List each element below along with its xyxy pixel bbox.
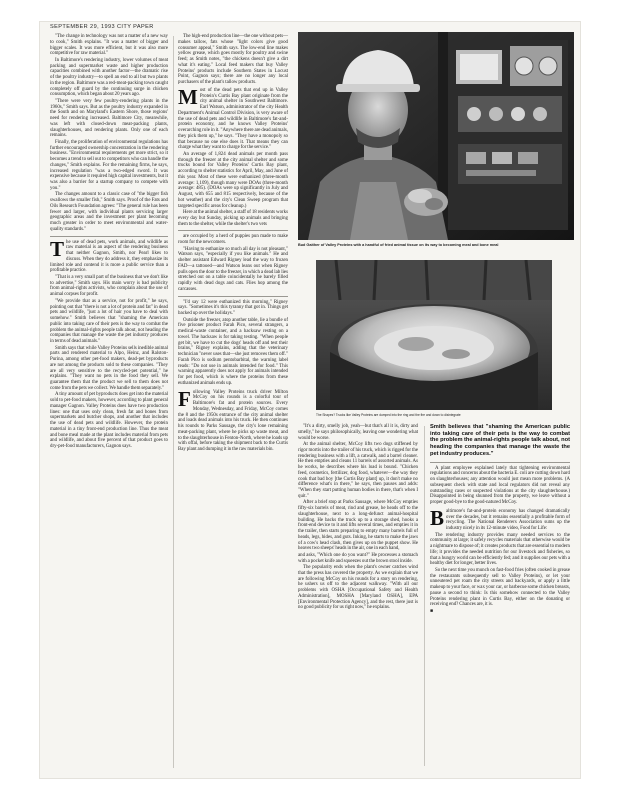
article-paragraph: Finally, the proliferation of environmental regulations has further encouraged ownership concentration in the rendering business. "Environmental requirements get more strict, so it becomes a trend to sell out to competitors who can handle the changes," Smith explains. For the remaining firms, he says, increased regulation "was a two-edged sword. It was expensive because it required high capital investments, but it was also a barrier for a startup company to compete with you.": [50, 139, 168, 191]
article-paragraph: The popularity ends when the plant's owner catches wind that the press has covered the property. As we explain that we are following McCoy on his rounds for a story on rendering, he ushers us off to the adjacent walkway. "With all our problems with OSHA [Occupational Safety and Health Administration], MOSHA [Maryland OSHA], EPA [Environmental Protection Agency], and the rest, there just is no good publicity for us right now," he explains.: [298, 565, 418, 611]
section-divider: [430, 462, 570, 463]
column-separator: [424, 426, 425, 766]
article-paragraph: Smith says that while Valley Proteins sells inedible animal parts and rendered material to Alpo, Heinz, and Ralston-Purina, among other pet-food makers, dead-pet byproducts are not among the products sold to these companies. "They are all very sensitive to the recycled-pet potential," he explains. "They want no pets in the food they sell. We guarantee them that the product we sell to them does not come from the pets we collect. We handle them separately.": [50, 345, 168, 391]
rendering-vat-image: [316, 260, 552, 410]
column-1-dropcap-text: [50, 236, 168, 450]
article-paragraph: So the next time you munch on fast-food fries (often cooked in grease the restaurants subsequently sell to Valley Proteins), or let your unneutered pet roam the city streets and backyards, or apply a little makeup to your face, or wax your car, or barbecue some chicken breasts, pause a second to think: Is this somehow connected to the Valley Proteins rendering plant in Curtis Bay, either on the donating or receiving end? Chances are, it is.: [430, 567, 570, 608]
bottom-photo-caption: The Shapes? Trucks like Valley Proteins are dumped into the ring and the fire and down to disintegrate: [316, 413, 461, 417]
column-separator: [173, 36, 174, 768]
column-2-second-dropcap-text: [178, 386, 288, 453]
dropcap-letter: T: [50, 236, 65, 261]
dropcap-letter: B: [430, 505, 445, 530]
article-paragraph: he use of dead pets, work animals, and wildlife as raw material is an aspect of the rendering business that neither Gagnon, Smith, nor Pearl likes to discuss. When they do address it, they emphasize its limited role and contend it is more a public service than a profitable practice.: [50, 239, 168, 274]
article-paragraph: "Having to euthanize so much all day is not pleasant," Watson says, "especially if you like animals." He and shelter assistant Edward Rigney lead the way to frozen FAD—a tattooed—and Watson leans out when Rigney pulls open the door to the freezer, in which a dead lab lies stretched out on a table coincidentally he barely filled rapidly with dead dogs and cats. Flies hop among the carcasses.: [178, 246, 288, 292]
article-paragraph: In Baltimore's rendering industry, lower volumes of meat packing and supermarket waste and higher production capacities combined with another factor—the dramatic rise of the poultry industry—to spell an end to all but two plants in the region. Baltimore was a red-meat-packing town caught completely off guard by the continuing surge in chicken consumption, which began about 20 years ago.: [50, 57, 168, 98]
article-paragraph: Outside the freezer, atop another table, lie a bundle of five prisoner product Farah Pico, several strangers, a medical-waste container, and a hacksaw resting on a towel. The hacksaw is for taking testing. "When people get bit, we have to cut the dogs' heads off and test their brains," Rigney explains, adding that the veterinary technician "never uses that—she just removes them off." Farah Pico is sodium pentobarbital, the warning label reads: "Do not use in animals intended for food." This warning apparently does not apply for animals intended for pet food, which is where the proteins from these euthanized animals ends up.: [178, 317, 288, 386]
section-divider: [50, 236, 168, 237]
article-paragraph: Here at the animal shelter, a staff of 18 residents works every day but Sunday, picking up animals and bringing them to the shelter, while the shelter's two vets: [178, 210, 288, 227]
column-3-text: [298, 424, 418, 552]
column-3-continued-text: [298, 553, 418, 611]
article-paragraph: A tiny amount of pet byproducts does get into the material sold to pet-food makers, however, according to plant general manager Gagnon. Valley Proteins does have two production lines: one that uses only clean, fresh fat and bones from supermarkets and butcher shops, and another that includes the use of dead pets and wildlife. However, the protein material in a tiny front-end production line. Thus the meat and bone meal made at the plant includes material from pets and wildlife, and about five percent of that product goes to dry-pet-food manufacturers, Gagnon says.: [50, 392, 168, 450]
article-paragraph: ollowing Valley Proteins truck driver Milton McCoy on his rounds is a colorful tour of Baltimore's fat and protein sources. Every Monday, Wednesday, and Friday, McCoy comes the 8 and the 1950s entrance of the city animal shelter and loads dead animals into his truck. He then continues his rounds to Parks Sausage, the city's lone remaining meat-packing plant, where he picks up waste meat, and to the slaughterhouse in Fenton-North, where he loads up with offal, before taking the shipment back to the Curtis Bay plant and dumping it in the raw materials bin.: [178, 389, 288, 453]
dropcap-letter: F: [178, 386, 191, 411]
article-column-3: [298, 424, 418, 770]
column-4-dropcap-section: [430, 505, 570, 615]
section-divider: [178, 296, 288, 297]
article-column-4: [430, 424, 570, 770]
article-paragraph: "I'd say 12 were euthanized this morning," Rigney says. "Sometimes it's this tyranny that got in. Things get backed up over the holidays.": [178, 299, 288, 317]
article-paragraph: "It's a dirty, smelly job, yeah—but that's all it is, dirty and smelly," he says philosophically, leaving one wondering what would be worse.: [298, 424, 418, 441]
column-4-dropcap-text: [430, 505, 570, 608]
article-paragraph: A plant employee explained lately that tightening environmental regulations and concerns about the bacteria E. coli are cutting down hard on slaughterhouses; any attention would just mean more problems. (A subsequent check with state and local regulators did not reveal any outstanding cases or suspected violations at the city slaughterhouse.) Disappointed in being shunned from the property, we leave without a proper good-bye to the good-natured McCoy.: [430, 465, 570, 506]
end-of-story-mark: ■: [430, 608, 434, 614]
section-divider: [178, 230, 288, 231]
column-4-text: [430, 466, 570, 506]
article-paragraph: "The change in technology was not a matter of a new way to cook," Smith explains. "It was a matter of bigger and bigger scales. It was more efficient, but it was also more competitive for raw material.": [50, 34, 168, 57]
pull-quote: Smith believes that "shaming the American public into taking care of their pets is the way to combat the problem the animal-rights people talk about, not heading the companies that manage the waste the pet industry produces.": [430, 424, 570, 457]
article-paragraph: An average of 1,824 dead animals per month pass through the freezer at the city animal shelter and some trucks bound for Valley Proteins' Curtis Bay plant, according to shelter statistics for April, May, and June of this year. Most of these were euthanized (three-month average: 1,109), though many were DOAs (three-month average: 485). (DOAs were up significantly in July and August, with 655 and 815 respectively, because of the hot weather) and the city's Clean Sweep program that targeted specific areas for cleanup.): [178, 151, 288, 209]
column-2-quote-text: [178, 300, 288, 387]
column-1-intro-text: [50, 34, 168, 233]
article-paragraph: ost of the dead pets that end up in Valley Protein's Curtis Bay plant originate from the city animal shelter in Southwest Baltimore. Earl Watson, administrator of the city Health Department's Animal Control Division, is very aware of the use of dead pets and wildlife in Baltimore's fat-and-protein economy, and he knows Valley Proteins' overarching role in it. "Anywhere there are dead animals, they pick them up," he says. "They have a monopoly so that because no one else does it. That means they can charge what they want to charge for the service.": [178, 87, 288, 151]
article-paragraph: are occupied by a herd of puppies pun made to make room for the newcomers.: [178, 234, 288, 246]
column-1-dropcap-section: [50, 236, 168, 450]
article-paragraph: After a brief stop at Parks Sausage, where McCoy empties fifty-six barrels of meat, rind and grease, he heads off to the slaughterhouse, next to a long-defunct animal-hospital building. He backs the truck up to a storage shed, hooks a front-end device to it and lifts several times, and empties it in the trailer, then starts preparing to empty many barrels full of heads, legs, hides, and guts. Inking, he starts to make the jaws of a cow's head clash, then gives up on the puppet show. He heaves two sheeps' heads in the air, one in each hand,: [298, 500, 418, 552]
page-header-dateline: SEPTEMBER 29, 1993 CITY PAPER: [50, 24, 154, 30]
top-photo-caption: Bud Gaither of Valley Proteins with a handful of fried animal tissue on its way to becoming meal and bone meal: [298, 243, 499, 247]
article-paragraph: and asks, "Which one do you want?" He processes a stomach with a pocket knife and squeezes out the brown stool inside.: [298, 552, 418, 564]
worker-portrait-photo: [298, 32, 574, 240]
article-paragraph: "That is a very small part of the business that we don't like to advertise," Smith says. His main worry is bad publicity from animal-rights activists, who complain about the use of animal corpses for profit.: [50, 274, 168, 298]
article-paragraph: At the animal shelter, McCoy lifts two dogs stiffened by rigor mortis into the trailer of his truck, which is rigged for the rendering business with a lift, a catwalk, and a barrel cleaner. He then empties and cleans 11 barrels of assorted animals. As he works, he describes where his load is bound. "Chicken feed, cosmetics, fertilizer, dog food, whatever—the way they cook that bad boy [the Curtis Bay plant] up, it don't make no difference what's in there," he says, then pauses and adds: "When they start putting human bodies in there, that's when I quit.": [298, 442, 418, 499]
column-2-intro-text: [178, 34, 288, 86]
column-2-dropcap-section: [178, 84, 288, 228]
article-paragraph: The high-end production line—the one without pets—makes tallow, fats whose "light colors give good consumer appeal," Smith says. The low-end line makes yellow grease, which goes mostly for poultry and swine feed; as Smith notes, "the chickens doesn't give a dirt what it's eating." Local feed makers that buy Valley Proteins' products include Southern States in Locust Point, Gagnon says; there are no longer any local purchasers of the plant's tallow products.: [178, 34, 288, 85]
article-column-2: [178, 34, 288, 770]
dropcap-letter: M: [178, 84, 198, 109]
article-paragraph: "We provide that as a service, not for profit," he says, pointing out that "there is not a lot of protein and fat" in dead pets and wildlife, "just a lot of hair you have to deal with somehow." Smith believes that "shaming the American public into taking care of their pets is the way to combat the problem the animal-rights people talk about, not heading the companies that manage the waste the pet industry produces in terms of dead animals.": [50, 298, 168, 345]
worker-portrait-image: [298, 32, 574, 240]
article-paragraph: The changes amount to a classic case of "the bigger fish swallows the smaller fish," Smith says. Proof of the Fats and Oils Research Foundation agrees: "The general rule has been fewer and larger, with individual plants servicing larger geographic areas and the investment per plant becoming much greater in order to meet environmental and water-quality standards.": [50, 192, 168, 232]
rendering-vat-photo: [316, 260, 552, 410]
newspaper-page: [40, 22, 580, 778]
article-paragraph: The rendering industry provides many needed services to the community at large; it safely recycles materials that otherwise would be a nightmare to dispose of; it creates products that are essential to modern life; it provides the needed nutrition for our livestock and fisheries, so that a hungry world can be efficiently fed; and it supplies our pets with a healthy diet for longer, better lives.: [430, 532, 570, 567]
column-2-middle-text: [178, 234, 288, 292]
article-paragraph: "There were very few poultry-rendering plants in the 1960s," Smith says. But as the poultry industry expanded in the South and on Maryland's Eastern Shore, those regions' need for rendering increased. Baltimore City, meanwhile, was left with closed-down meat-packing plants, slaughterhouses, and rendering plants. Only one of each remains.: [50, 98, 168, 139]
article-column-1: [50, 34, 168, 770]
column-2-second-dropcap-section: [178, 386, 288, 453]
article-paragraph: altimore's fat-and-protein economy has changed dramatically over the decades, but it remains essentially a profitable form of recycling. The National Renderers Association sums up the industry nicely in its 12-minute video, Food for Life:: [446, 508, 570, 532]
